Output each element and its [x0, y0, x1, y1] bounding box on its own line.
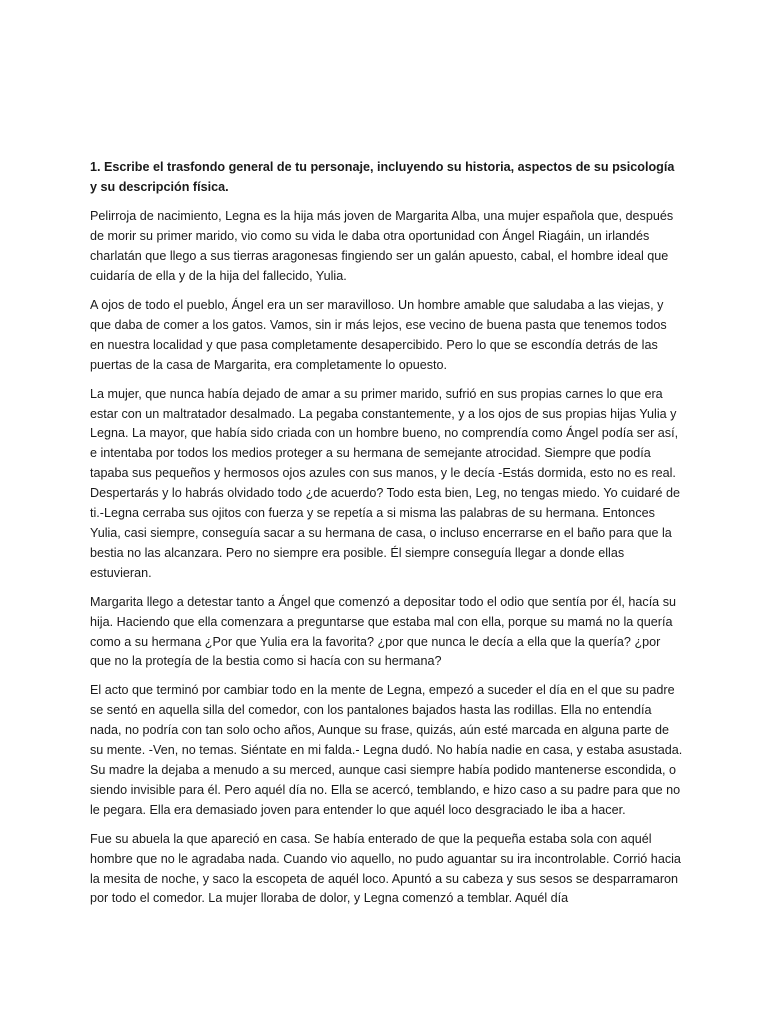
paragraph-6: Fue su abuela la que apareció en casa. Se había enterado de que la pequeña estaba sola con aquél hombre que no le agradaba nada. Cuando vio aquello, no pudo aguantar su ira incontrolable. Corrió hacia la mesita de noche, y saco la escopeta de aquél loco. Apuntó a su cabeza y sus sesos se desparramaron por todo el comedor. La mujer lloraba de dolor, y Legna comenzó a temblar. Aquél día: [90, 831, 681, 906]
paragraph-3: La mujer, que nunca había dejado de amar a su primer marido, sufrió en sus propias carnes lo que era estar con un maltratador desalmado. La pegaba constantemente, y a los ojos de sus propias hijas Yulia y Legna. La mayor, que había sido criada con un hombre bueno, no comprendía como Ángel podía ser así, e intentaba por todos los medios proteger a su hermana de semejante atrocidad. Siempre que podía tapaba sus pequeños y hermosos ojos azules con sus manos, y le decía -Estás dormida, esto no es real. Despertarás y lo habrás olvidado todo ¿de acuerdo? Todo esta bien, Leg, no tengas miedo. Yo cuidaré de ti.-Legna cerraba sus ojitos con fuerza y se repetía a si misma las palabras de su hermana. Entonces Yulia, casi siempre, conseguía sacar a su hermana de casa, o incluso encerrarse en el baño para que la bestia no las alcanzara. Pero no siempre era posible. Él siempre conseguía llegar a donde ellas estuvieran.: [90, 386, 680, 580]
question-heading: 1. Escribe el trasfondo general de tu personaje, incluyendo su historia, aspectos de su psicología y su descripción física.: [90, 160, 675, 194]
paragraph-1: Pelirroja de nacimiento, Legna es la hija más joven de Margarita Alba, una mujer española que, después de morir su primer marido, vio como su vida le daba otra oportunidad con Ángel Riagáin, un irlandés charlatán que llego a sus tierras aragonesas fingiendo ser un galán apuesto, cabal, el hombre ideal que cuidaría de ella y de la hija del fallecido, Yulia.: [90, 209, 674, 284]
document-page: [90, 158, 684, 918]
paragraph-4: Margarita llego a detestar tanto a Ángel que comenzó a depositar todo el odio que sentía por él, hacía su hija. Haciendo que ella comenzara a preguntarse que estaba mal con ella, porque su mamá no la quería como a su hermana ¿Por que Yulia era la favorita? ¿por que nunca le decía a ella que la quería? ¿por que no la protegía de la bestia como si hacía con su hermana?: [90, 594, 676, 669]
paragraph-2: A ojos de todo el pueblo, Ángel era un ser maravilloso. Un hombre amable que saludaba a las viejas, y que daba de comer a los gatos. Vamos, sin ir más lejos, ese vecino de buena pasta que tenemos todos en nuestra localidad y que pasa completamente desapercibido. Pero lo que se escondía detrás de las puertas de la casa de Margarita, era completamente lo opuesto.: [90, 298, 667, 372]
paragraph-5: El acto que terminó por cambiar todo en la mente de Legna, empezó a suceder el día en el que su padre se sentó en aquella silla del comedor, con los pantalones bajados hasta las rodillas. Ella no entendía nada, no podría con tan solo ocho años, Aunque su frase, quizás, aún esté marcada en alguna parte de su mente. -Ven, no temas. Siéntate en mi falda.- Legna dudó. No había nadie en casa, y estaba asustada. Su madre la dejaba a menudo a su merced, aunque casi siempre había podido mantenerse escondida, o siendo invisible para él. Pero aquél día no. Ella se acercó, temblando, e hizo caso a su padre para que no le pegara. Ella era demasiado joven para entender lo que aquél loco desgraciado le iba a hacer.: [90, 683, 683, 817]
